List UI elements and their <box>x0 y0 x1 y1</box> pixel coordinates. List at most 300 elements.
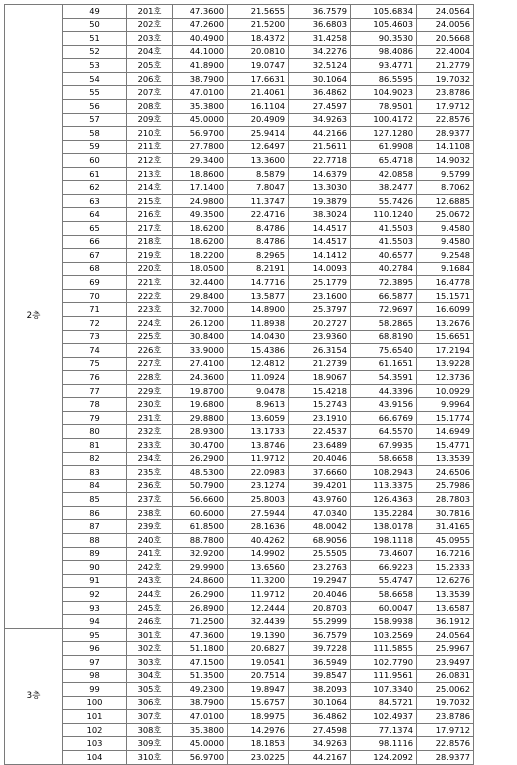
area-cell-4: 102.4937 <box>351 710 417 724</box>
row-number-cell: 76 <box>63 371 127 385</box>
area-cell-1: 71.2500 <box>173 615 228 629</box>
row-number-cell: 64 <box>63 208 127 222</box>
area-cell-5: 30.7816 <box>417 506 474 520</box>
unit-cell: 242호 <box>127 561 173 575</box>
area-cell-3: 15.4218 <box>289 384 351 398</box>
area-cell-2: 13.1733 <box>228 425 289 439</box>
area-cell-4: 126.4363 <box>351 493 417 507</box>
area-cell-4: 41.5503 <box>351 222 417 236</box>
area-cell-5: 22.8576 <box>417 737 474 751</box>
area-cell-5: 14.1108 <box>417 140 474 154</box>
unit-cell: 219호 <box>127 249 173 263</box>
area-cell-1: 26.2900 <box>173 588 228 602</box>
area-cell-4: 55.4747 <box>351 574 417 588</box>
area-cell-4: 61.1651 <box>351 357 417 371</box>
area-cell-4: 104.9023 <box>351 86 417 100</box>
unit-cell: 210호 <box>127 127 173 141</box>
row-number-cell: 66 <box>63 235 127 249</box>
area-cell-2: 18.1853 <box>228 737 289 751</box>
row-number-cell: 82 <box>63 452 127 466</box>
unit-cell: 203호 <box>127 32 173 46</box>
area-cell-3: 34.9263 <box>289 113 351 127</box>
area-cell-2: 21.4061 <box>228 86 289 100</box>
unit-cell: 238호 <box>127 506 173 520</box>
area-cell-1: 38.7900 <box>173 696 228 710</box>
table-row <box>5 18 474 32</box>
area-cell-4: 86.5595 <box>351 72 417 86</box>
area-cell-4: 54.3591 <box>351 371 417 385</box>
unit-cell: 226호 <box>127 344 173 358</box>
area-cell-2: 40.4262 <box>228 533 289 547</box>
area-cell-1: 27.7800 <box>173 140 228 154</box>
row-number-cell: 70 <box>63 289 127 303</box>
row-number-cell: 65 <box>63 222 127 236</box>
area-cell-4: 72.3895 <box>351 276 417 290</box>
table-row <box>5 344 474 358</box>
area-cell-3: 43.9760 <box>289 493 351 507</box>
area-cell-1: 47.3600 <box>173 5 228 19</box>
table-row <box>5 547 474 561</box>
area-cell-3: 30.1064 <box>289 72 351 86</box>
area-cell-5: 15.4771 <box>417 439 474 453</box>
table-row <box>5 262 474 276</box>
area-cell-1: 26.2900 <box>173 452 228 466</box>
area-cell-4: 40.2784 <box>351 262 417 276</box>
table-row <box>5 249 474 263</box>
area-cell-1: 56.6600 <box>173 493 228 507</box>
area-cell-4: 61.9908 <box>351 140 417 154</box>
area-cell-2: 21.5200 <box>228 18 289 32</box>
unit-cell: 234호 <box>127 452 173 466</box>
area-cell-3: 23.6489 <box>289 439 351 453</box>
row-number-cell: 72 <box>63 316 127 330</box>
table-row <box>5 72 474 86</box>
area-cell-3: 31.4258 <box>289 32 351 46</box>
area-cell-1: 49.2300 <box>173 683 228 697</box>
table-row <box>5 452 474 466</box>
area-cell-2: 13.5877 <box>228 289 289 303</box>
unit-cell: 309호 <box>127 737 173 751</box>
row-number-cell: 101 <box>63 710 127 724</box>
row-number-cell: 104 <box>63 750 127 764</box>
area-cell-4: 42.0858 <box>351 167 417 181</box>
area-cell-3: 36.4862 <box>289 86 351 100</box>
area-cell-4: 55.7426 <box>351 194 417 208</box>
row-number-cell: 67 <box>63 249 127 263</box>
unit-cell: 214호 <box>127 181 173 195</box>
area-cell-3: 23.2763 <box>289 561 351 575</box>
area-cell-3: 14.4517 <box>289 235 351 249</box>
row-number-cell: 95 <box>63 628 127 642</box>
table-row <box>5 723 474 737</box>
area-cell-2: 25.9414 <box>228 127 289 141</box>
table-row <box>5 222 474 236</box>
table-row <box>5 113 474 127</box>
table-row <box>5 520 474 534</box>
table-row <box>5 357 474 371</box>
table-row <box>5 561 474 575</box>
area-cell-4: 105.4603 <box>351 18 417 32</box>
area-cell-2: 19.0747 <box>228 59 289 73</box>
area-cell-3: 20.2727 <box>289 316 351 330</box>
area-cell-2: 15.6757 <box>228 696 289 710</box>
area-cell-3: 20.4046 <box>289 588 351 602</box>
area-cell-5: 17.9712 <box>417 723 474 737</box>
area-cell-1: 88.7800 <box>173 533 228 547</box>
row-number-cell: 103 <box>63 737 127 751</box>
table-row <box>5 208 474 222</box>
area-cell-4: 65.4718 <box>351 154 417 168</box>
area-cell-1: 51.1800 <box>173 642 228 656</box>
table-body <box>5 5 474 765</box>
row-number-cell: 80 <box>63 425 127 439</box>
area-cell-1: 29.9900 <box>173 561 228 575</box>
area-cell-2: 8.4786 <box>228 222 289 236</box>
row-number-cell: 87 <box>63 520 127 534</box>
row-number-cell: 90 <box>63 561 127 575</box>
table-row <box>5 439 474 453</box>
area-cell-3: 32.5124 <box>289 59 351 73</box>
area-cell-1: 44.1000 <box>173 45 228 59</box>
table-row <box>5 628 474 642</box>
area-cell-3: 22.4537 <box>289 425 351 439</box>
unit-cell: 310호 <box>127 750 173 764</box>
row-number-cell: 86 <box>63 506 127 520</box>
unit-cell: 306호 <box>127 696 173 710</box>
area-cell-4: 111.9561 <box>351 669 417 683</box>
area-cell-5: 24.0056 <box>417 18 474 32</box>
area-cell-4: 100.4172 <box>351 113 417 127</box>
area-cell-1: 33.9000 <box>173 344 228 358</box>
unit-cell: 304호 <box>127 669 173 683</box>
unit-cell: 218호 <box>127 235 173 249</box>
row-number-cell: 100 <box>63 696 127 710</box>
area-cell-3: 23.1600 <box>289 289 351 303</box>
area-cell-1: 24.8600 <box>173 574 228 588</box>
area-cell-4: 127.1280 <box>351 127 417 141</box>
area-cell-1: 60.6000 <box>173 506 228 520</box>
unit-cell: 220호 <box>127 262 173 276</box>
row-number-cell: 81 <box>63 439 127 453</box>
area-cell-2: 11.3747 <box>228 194 289 208</box>
area-cell-4: 66.9223 <box>351 561 417 575</box>
area-cell-5: 20.5668 <box>417 32 474 46</box>
unit-cell: 223호 <box>127 303 173 317</box>
area-cell-2: 22.4716 <box>228 208 289 222</box>
area-cell-5: 17.9712 <box>417 99 474 113</box>
area-cell-1: 18.2200 <box>173 249 228 263</box>
unit-cell: 230호 <box>127 398 173 412</box>
area-cell-2: 16.1104 <box>228 99 289 113</box>
area-cell-4: 98.1116 <box>351 737 417 751</box>
row-number-cell: 89 <box>63 547 127 561</box>
table-row <box>5 316 474 330</box>
area-cell-1: 38.7900 <box>173 72 228 86</box>
area-cell-3: 30.1064 <box>289 696 351 710</box>
area-cell-1: 41.8900 <box>173 59 228 73</box>
area-cell-5: 22.4004 <box>417 45 474 59</box>
table-row <box>5 167 474 181</box>
row-number-cell: 51 <box>63 32 127 46</box>
area-cell-1: 18.0500 <box>173 262 228 276</box>
area-cell-3: 21.2739 <box>289 357 351 371</box>
area-cell-5: 15.1774 <box>417 411 474 425</box>
row-number-cell: 92 <box>63 588 127 602</box>
row-number-cell: 97 <box>63 656 127 670</box>
area-cell-1: 35.3800 <box>173 723 228 737</box>
area-cell-3: 37.6660 <box>289 466 351 480</box>
row-number-cell: 52 <box>63 45 127 59</box>
unit-cell: 216호 <box>127 208 173 222</box>
area-cell-2: 13.8746 <box>228 439 289 453</box>
area-cell-2: 19.0541 <box>228 656 289 670</box>
unit-cell: 225호 <box>127 330 173 344</box>
unit-cell: 229호 <box>127 384 173 398</box>
area-cell-4: 124.2092 <box>351 750 417 764</box>
unit-cell: 305호 <box>127 683 173 697</box>
area-cell-2: 11.3200 <box>228 574 289 588</box>
area-cell-5: 15.1571 <box>417 289 474 303</box>
area-cell-5: 13.3539 <box>417 452 474 466</box>
area-cell-3: 19.2947 <box>289 574 351 588</box>
row-number-cell: 73 <box>63 330 127 344</box>
unit-cell: 240호 <box>127 533 173 547</box>
area-cell-3: 36.7579 <box>289 5 351 19</box>
area-cell-3: 15.2743 <box>289 398 351 412</box>
area-cell-5: 9.2548 <box>417 249 474 263</box>
unit-cell: 215호 <box>127 194 173 208</box>
area-cell-5: 12.3736 <box>417 371 474 385</box>
unit-cell: 224호 <box>127 316 173 330</box>
unit-cell: 208호 <box>127 99 173 113</box>
area-cell-1: 32.7000 <box>173 303 228 317</box>
row-number-cell: 61 <box>63 167 127 181</box>
row-number-cell: 102 <box>63 723 127 737</box>
unit-cell: 246호 <box>127 615 173 629</box>
area-cell-2: 15.4386 <box>228 344 289 358</box>
area-cell-3: 47.0340 <box>289 506 351 520</box>
table-row <box>5 466 474 480</box>
area-cell-5: 13.9228 <box>417 357 474 371</box>
area-cell-5: 12.6276 <box>417 574 474 588</box>
area-cell-2: 8.4786 <box>228 235 289 249</box>
area-cell-1: 24.3600 <box>173 371 228 385</box>
area-cell-2: 11.0924 <box>228 371 289 385</box>
area-cell-4: 98.4086 <box>351 45 417 59</box>
area-cell-1: 30.4700 <box>173 439 228 453</box>
area-cell-1: 35.3800 <box>173 99 228 113</box>
area-cell-2: 14.2976 <box>228 723 289 737</box>
area-cell-2: 22.0983 <box>228 466 289 480</box>
area-cell-4: 107.3340 <box>351 683 417 697</box>
unit-cell: 217호 <box>127 222 173 236</box>
row-number-cell: 94 <box>63 615 127 629</box>
area-cell-4: 64.5570 <box>351 425 417 439</box>
area-cell-1: 24.9800 <box>173 194 228 208</box>
area-cell-2: 12.6497 <box>228 140 289 154</box>
area-cell-2: 27.5944 <box>228 506 289 520</box>
row-number-cell: 71 <box>63 303 127 317</box>
area-cell-5: 16.4778 <box>417 276 474 290</box>
area-cell-5: 28.9377 <box>417 750 474 764</box>
area-cell-2: 18.4372 <box>228 32 289 46</box>
table-row <box>5 669 474 683</box>
area-cell-4: 60.0047 <box>351 601 417 615</box>
area-cell-5: 13.6587 <box>417 601 474 615</box>
area-cell-2: 13.3600 <box>228 154 289 168</box>
row-number-cell: 96 <box>63 642 127 656</box>
area-cell-2: 18.9975 <box>228 710 289 724</box>
row-number-cell: 63 <box>63 194 127 208</box>
area-cell-5: 23.9497 <box>417 656 474 670</box>
area-cell-1: 26.1200 <box>173 316 228 330</box>
area-cell-5: 16.7216 <box>417 547 474 561</box>
row-number-cell: 84 <box>63 479 127 493</box>
area-cell-4: 77.1374 <box>351 723 417 737</box>
area-cell-3: 21.5611 <box>289 140 351 154</box>
unit-cell: 232호 <box>127 425 173 439</box>
area-cell-3: 22.7718 <box>289 154 351 168</box>
area-cell-5: 8.7062 <box>417 181 474 195</box>
area-cell-2: 20.4909 <box>228 113 289 127</box>
area-cell-4: 66.6769 <box>351 411 417 425</box>
area-cell-1: 49.3500 <box>173 208 228 222</box>
area-cell-5: 24.0564 <box>417 628 474 642</box>
area-cell-2: 19.8947 <box>228 683 289 697</box>
area-cell-5: 12.6885 <box>417 194 474 208</box>
area-cell-5: 25.9967 <box>417 642 474 656</box>
area-cell-4: 38.2477 <box>351 181 417 195</box>
area-cell-4: 40.6577 <box>351 249 417 263</box>
table-row <box>5 99 474 113</box>
table-row <box>5 181 474 195</box>
area-cell-4: 66.5877 <box>351 289 417 303</box>
area-cell-2: 9.0478 <box>228 384 289 398</box>
area-cell-5: 13.2676 <box>417 316 474 330</box>
row-number-cell: 79 <box>63 411 127 425</box>
area-cell-2: 25.8003 <box>228 493 289 507</box>
unit-cell: 307호 <box>127 710 173 724</box>
area-cell-5: 10.0929 <box>417 384 474 398</box>
unit-cell: 301호 <box>127 628 173 642</box>
row-number-cell: 83 <box>63 466 127 480</box>
table-row <box>5 194 474 208</box>
area-cell-5: 45.0955 <box>417 533 474 547</box>
unit-cell: 222호 <box>127 289 173 303</box>
area-cell-1: 47.0100 <box>173 710 228 724</box>
area-cell-4: 113.3375 <box>351 479 417 493</box>
unit-cell: 233호 <box>127 439 173 453</box>
table-row <box>5 411 474 425</box>
area-cell-1: 40.4900 <box>173 32 228 46</box>
area-cell-4: 67.9935 <box>351 439 417 453</box>
unit-cell: 213호 <box>127 167 173 181</box>
table-row <box>5 479 474 493</box>
unit-cell: 207호 <box>127 86 173 100</box>
area-cell-3: 25.1779 <box>289 276 351 290</box>
table-row <box>5 86 474 100</box>
table-row <box>5 737 474 751</box>
row-number-cell: 91 <box>63 574 127 588</box>
area-cell-5: 28.7803 <box>417 493 474 507</box>
row-number-cell: 85 <box>63 493 127 507</box>
area-cell-3: 36.5949 <box>289 656 351 670</box>
area-cell-2: 12.2444 <box>228 601 289 615</box>
area-cell-3: 23.1910 <box>289 411 351 425</box>
area-cell-1: 18.6200 <box>173 235 228 249</box>
area-cell-2: 28.1636 <box>228 520 289 534</box>
unit-cell: 302호 <box>127 642 173 656</box>
area-cell-5: 26.0831 <box>417 669 474 683</box>
unit-cell: 243호 <box>127 574 173 588</box>
row-number-cell: 93 <box>63 601 127 615</box>
area-cell-2: 12.4812 <box>228 357 289 371</box>
area-cell-5: 22.8576 <box>417 113 474 127</box>
table-row <box>5 601 474 615</box>
area-cell-5: 36.1912 <box>417 615 474 629</box>
area-cell-1: 32.9200 <box>173 547 228 561</box>
area-cell-3: 34.9263 <box>289 737 351 751</box>
area-cell-4: 41.5503 <box>351 235 417 249</box>
area-cell-3: 36.7579 <box>289 628 351 642</box>
floor-label: 3층 <box>5 628 63 764</box>
area-cell-1: 32.4400 <box>173 276 228 290</box>
area-cell-5: 24.6506 <box>417 466 474 480</box>
area-cell-1: 61.8500 <box>173 520 228 534</box>
area-cell-3: 14.1412 <box>289 249 351 263</box>
area-cell-1: 27.4100 <box>173 357 228 371</box>
unit-cell: 308호 <box>127 723 173 737</box>
area-cell-2: 8.2191 <box>228 262 289 276</box>
unit-cell: 211호 <box>127 140 173 154</box>
table-row <box>5 59 474 73</box>
area-cell-4: 75.6540 <box>351 344 417 358</box>
table-row <box>5 371 474 385</box>
row-number-cell: 53 <box>63 59 127 73</box>
area-cell-4: 58.6658 <box>351 452 417 466</box>
area-cell-5: 23.8786 <box>417 710 474 724</box>
area-cell-2: 14.9902 <box>228 547 289 561</box>
area-cell-4: 78.9501 <box>351 99 417 113</box>
row-number-cell: 55 <box>63 86 127 100</box>
table-row <box>5 696 474 710</box>
area-cell-2: 13.6059 <box>228 411 289 425</box>
area-cell-1: 47.2600 <box>173 18 228 32</box>
area-cell-1: 29.8400 <box>173 289 228 303</box>
area-cell-4: 44.3396 <box>351 384 417 398</box>
area-cell-3: 39.8547 <box>289 669 351 683</box>
area-cell-1: 47.1500 <box>173 656 228 670</box>
row-number-cell: 78 <box>63 398 127 412</box>
area-cell-3: 26.3154 <box>289 344 351 358</box>
area-cell-2: 7.8047 <box>228 181 289 195</box>
table-row <box>5 750 474 764</box>
unit-cell: 221호 <box>127 276 173 290</box>
area-cell-3: 39.4201 <box>289 479 351 493</box>
table-row <box>5 32 474 46</box>
area-cell-2: 23.1274 <box>228 479 289 493</box>
area-cell-1: 45.0000 <box>173 737 228 751</box>
area-cell-3: 44.2167 <box>289 750 351 764</box>
table-row <box>5 154 474 168</box>
row-number-cell: 62 <box>63 181 127 195</box>
area-cell-3: 14.4517 <box>289 222 351 236</box>
table-row <box>5 493 474 507</box>
area-cell-4: 84.5721 <box>351 696 417 710</box>
area-cell-3: 39.7228 <box>289 642 351 656</box>
unit-cell: 206호 <box>127 72 173 86</box>
area-cell-4: 58.6658 <box>351 588 417 602</box>
